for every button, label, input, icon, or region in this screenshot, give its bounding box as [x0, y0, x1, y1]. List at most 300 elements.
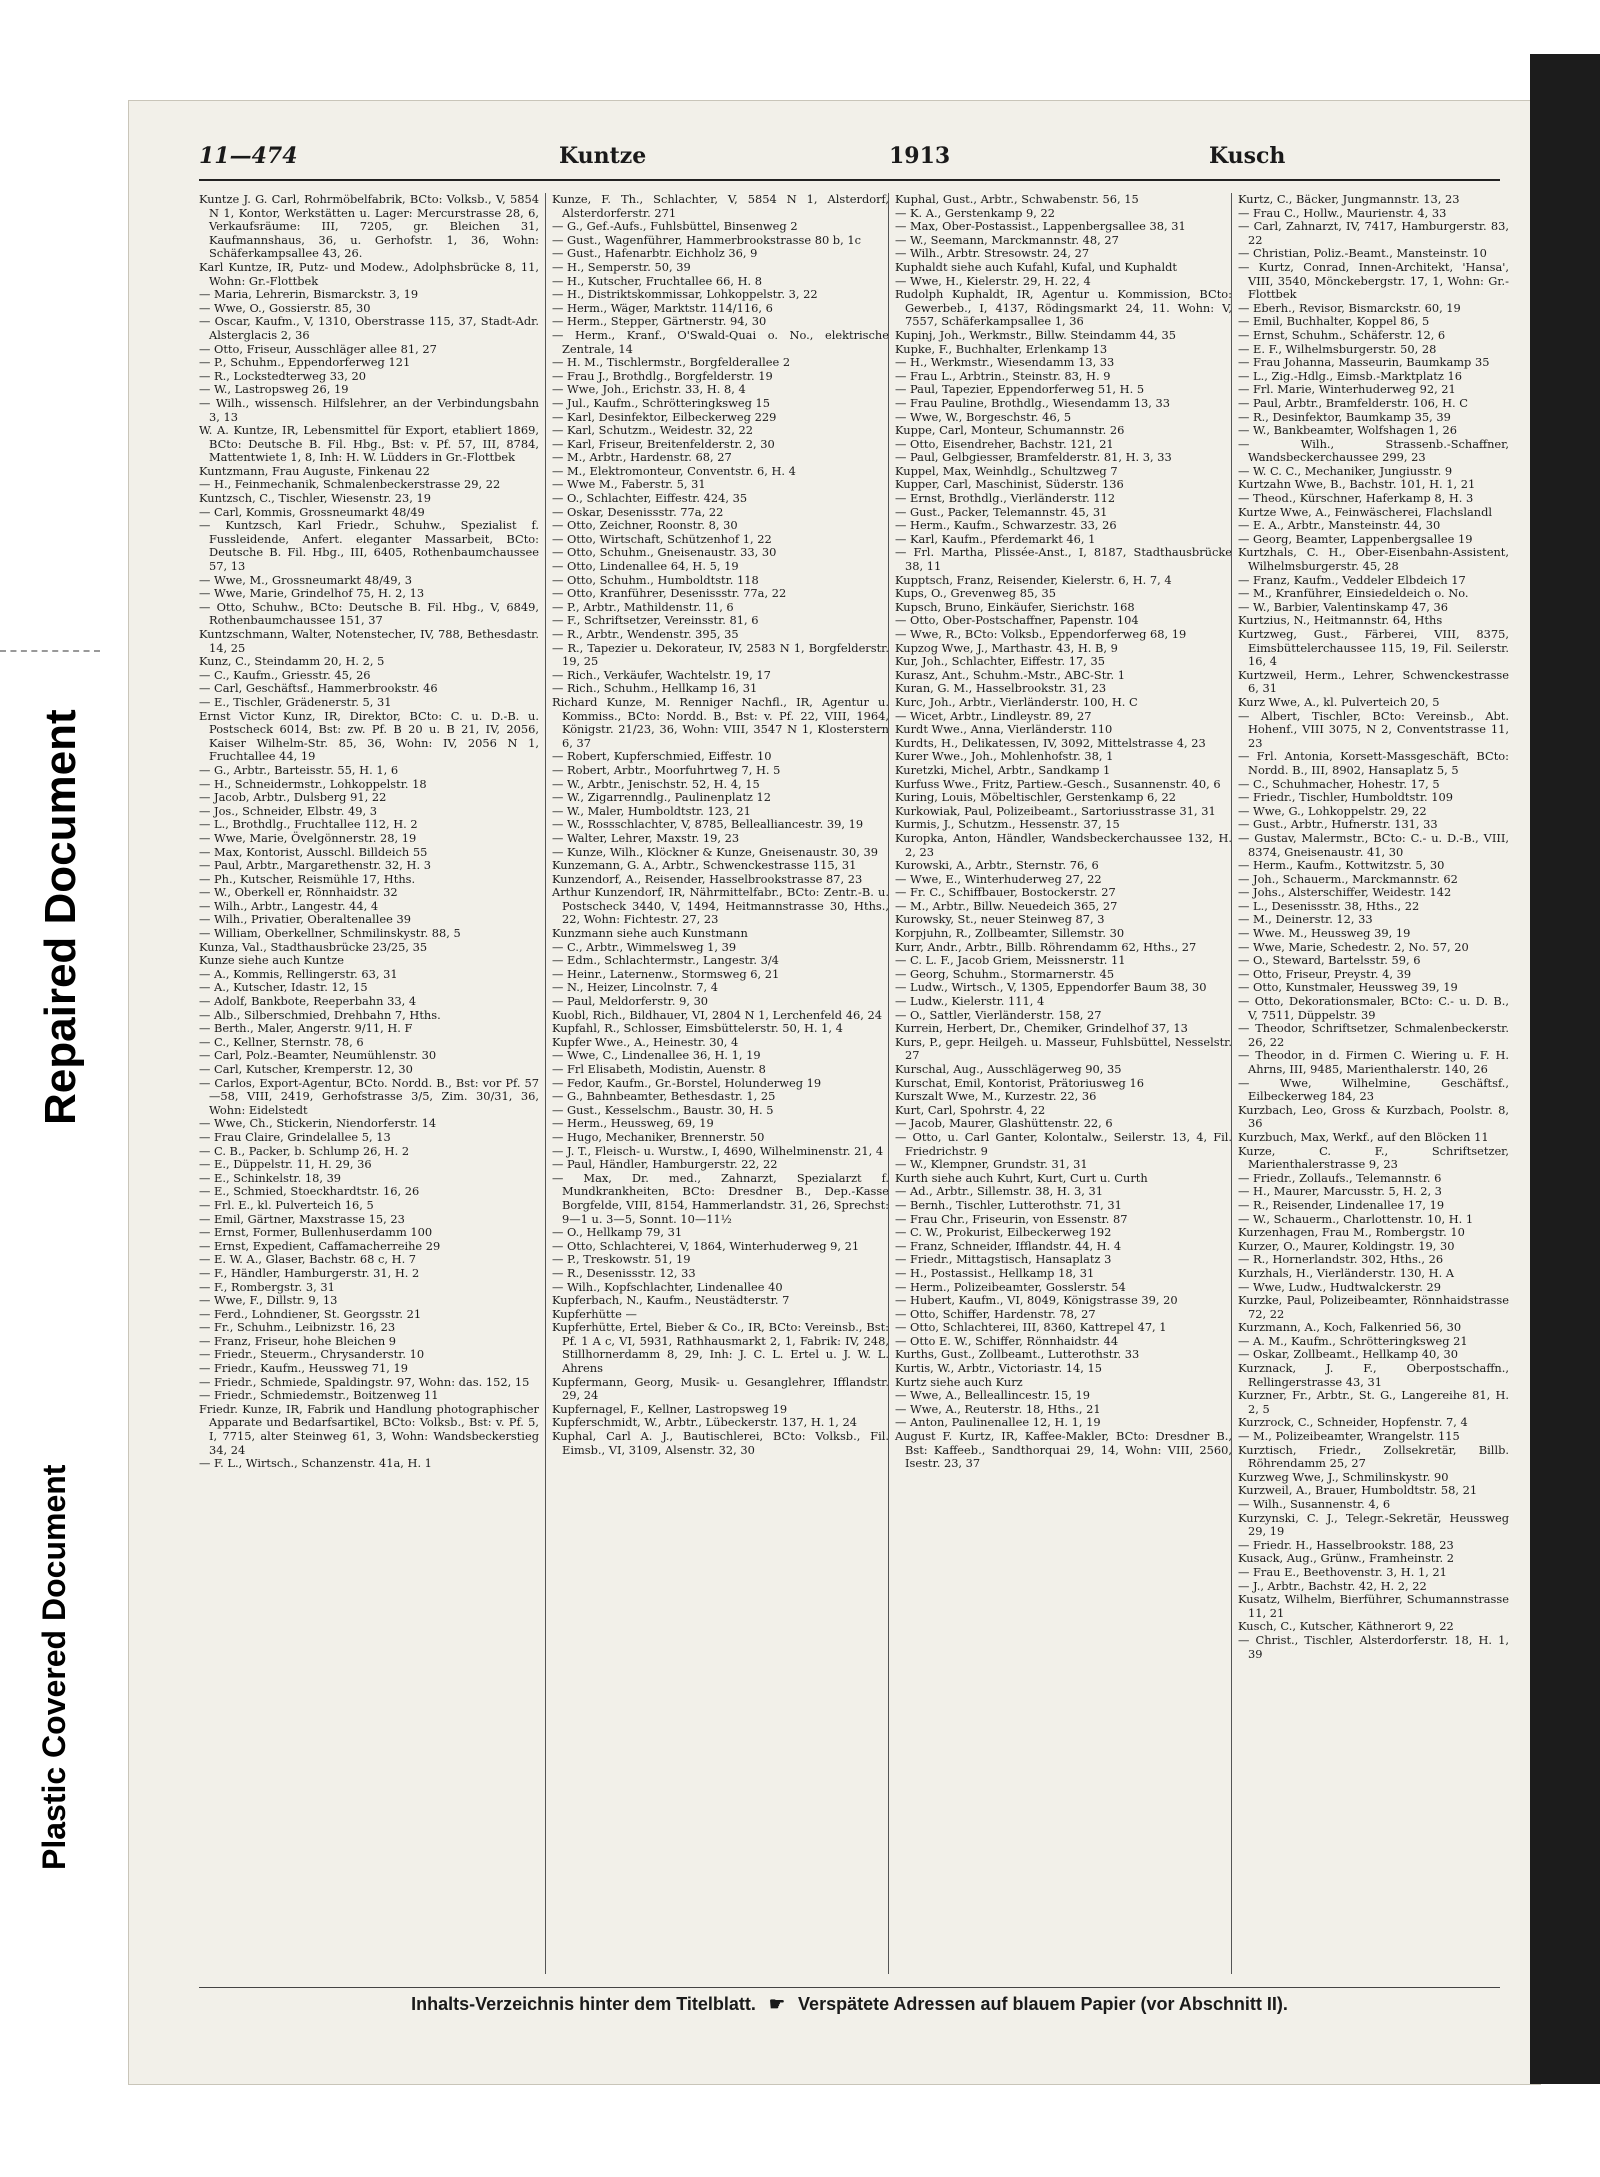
directory-entry: Kupinj, Joh., Werkmstr., Billw. Steindamm 44, 35: [895, 327, 1176, 342]
directory-entry: Kurtis, W., Arbtr., Victoriastr. 14, 15: [895, 1361, 1102, 1376]
directory-entry: — P., Schuhm., Eppendorferweg 121: [199, 355, 411, 370]
directory-entry: — Herm., Kaufm., Schwarzestr. 33, 26: [895, 518, 1117, 533]
directory-entry: — A., Kutscher, Idastr. 12, 15: [199, 980, 368, 995]
directory-entry: — Georg, Beamter, Lappenbergsallee 19: [1238, 531, 1473, 546]
directory-entry: — H., Distriktskommissar, Lohkoppelstr. 3, 22: [552, 287, 818, 302]
directory-entry: — Wilh., wissensch. Hilfslehrer, an der Verbindungsbahn 3, 13: [199, 395, 539, 424]
directory-entry: — C., Kellner, Sternstr. 78, 6: [199, 1034, 364, 1049]
directory-entry: — Friedr. H., Hasselbrookstr. 188, 23: [1238, 1537, 1454, 1552]
directory-entry: — Paul, Händler, Hamburgerstr. 22, 22: [552, 1157, 778, 1172]
directory-entry: — Jos., Schneider, Elbstr. 49, 3: [199, 803, 377, 818]
directory-entry: — Wilh., Arbtr. Stresowstr. 24, 27: [895, 246, 1090, 261]
header-last-name: Kusch: [1209, 143, 1286, 169]
directory-entry: — Wwe, A., Reuterstr. 18, Hths., 21: [895, 1401, 1101, 1416]
directory-entry: — G., Gef.-Aufs., Fuhlsbüttel, Binsenweg 2: [552, 219, 798, 234]
directory-entry: — Wwe, Wilhelmine, Geschäftsf., Eilbeckerweg 184, 23: [1238, 1075, 1509, 1104]
directory-entry: — Kunze, Wilh., Klöckner & Kunze, Gneisenaustr. 30, 39: [552, 844, 878, 859]
directory-entry: — Wwe, Marie, Grindelhof 75, H. 2, 13: [199, 586, 425, 601]
directory-entry: — Frau Johanna, Masseurin, Baumkamp 35: [1238, 355, 1490, 370]
directory-entry: — Frau Chr., Friseurin, von Essenstr. 87: [895, 1211, 1128, 1226]
directory-entry: Kurzweg Wwe, J., Schmilinskystr. 90: [1238, 1469, 1449, 1484]
directory-entry: — Theod., Kürschner, Haferkamp 8, H. 3: [1238, 491, 1474, 506]
directory-entry: Kurasz, Ant., Schuhm.-Mstr., ABC-Str. 1: [895, 667, 1125, 682]
directory-entry: Kunzmann siehe auch Kunstmann: [552, 926, 748, 941]
directory-entry: Kurc, Joh., Arbtr., Vierländerstr. 100, H. C: [895, 694, 1138, 709]
directory-entry: — Friedr., Steuerm., Chrysanderstr. 10: [199, 1347, 425, 1362]
directory-entry: — O., Steward, Bartelsstr. 59, 6: [1238, 953, 1421, 968]
directory-entry: — Christ., Tischler, Alsterdorferstr. 18, H. 1, 39: [1238, 1632, 1509, 1661]
directory-entry: Kurfuss Wwe., Fritz, Partiew.-Gesch., Susannenstr. 40, 6: [895, 776, 1221, 791]
directory-entry: — W., Schauerm., Charlottenstr. 10, H. 1: [1238, 1211, 1474, 1226]
directory-entry: — Anton, Paulinenallee 12, H. 1, 19: [895, 1415, 1101, 1430]
directory-entry: — Paul, Gelbgiesser, Bramfelderstr. 81, H. 3, 33: [895, 450, 1172, 465]
directory-entry: Kupke, F., Buchhalter, Erlenkamp 13: [895, 341, 1108, 356]
directory-entry: Kups, O., Grevenweg 85, 35: [895, 586, 1056, 601]
directory-entry: — Jul., Kaufm., Schrötteringksweg 15: [552, 395, 771, 410]
column-4: [1231, 193, 1509, 1974]
directory-entry: — Emil, Buchhalter, Koppel 86, 5: [1238, 314, 1430, 329]
directory-entry: — Jacob, Arbtr., Dulsberg 91, 22: [199, 790, 387, 805]
directory-entry: — W., Klempner, Grundstr. 31, 31: [895, 1157, 1088, 1172]
directory-entry: — R., Desenissstr. 12, 33: [552, 1265, 696, 1280]
directory-entry: — Ernst, Brothdlg., Vierländerstr. 112: [895, 491, 1116, 506]
directory-entry: Kupferhütte —: [552, 1306, 637, 1321]
directory-entry: — C., Schuhmacher, Hohestr. 17, 5: [1238, 776, 1440, 791]
directory-entry: — Edm., Schlachtermstr., Langestr. 3/4: [552, 953, 779, 968]
directory-entry: — Max, Ober-Postassist., Lappenbergsallee 38, 31: [895, 219, 1186, 234]
column-3: [888, 193, 1238, 1974]
directory-entry: — H., Postassist., Hellkamp 18, 31: [895, 1265, 1095, 1280]
directory-entry: — Carl, Kommis, Grossneumarkt 48/49: [199, 504, 425, 519]
directory-entry: — Otto, Zeichner, Roonstr. 8, 30: [552, 518, 738, 533]
directory-entry: Kurtzweil, Herm., Lehrer, Schwenckestrasse 6, 31: [1238, 667, 1509, 696]
directory-entry: — C. W., Prokurist, Eilbeckerweg 192: [895, 1225, 1112, 1240]
directory-entry: Kurowski, A., Arbtr., Sternstr. 76, 6: [895, 858, 1099, 873]
directory-entry: Kuppel, Max, Weinhdlg., Schultzweg 7: [895, 463, 1118, 478]
directory-entry: — Wwe M., Faberstr. 5, 31: [552, 477, 706, 492]
directory-entry: — Frl. Marie, Winterhuderweg 92, 21: [1238, 382, 1456, 397]
directory-entry: — Rich., Schuhm., Hellkamp 16, 31: [552, 681, 758, 696]
directory-entry: — E. F., Wilhelmsburgerstr. 50, 28: [1238, 341, 1437, 356]
directory-entry: — Paul, Tapezier, Eppendorferweg 51, H. 5: [895, 382, 1145, 397]
directory-entry: Kupferbach, N., Kaufm., Neustädterstr. 7: [552, 1293, 790, 1308]
directory-entry: Kurrein, Herbert, Dr., Chemiker, Grindelhof 37, 13: [895, 1021, 1188, 1036]
directory-entry: — Robert, Kupferschmied, Eiffestr. 10: [552, 749, 772, 764]
directory-entry: — W., Bankbeamter, Wolfshagen 1, 26: [1238, 423, 1457, 438]
directory-entry: Kurtzhals, C. H., Ober-Eisenbahn-Assistent, Wilhelmsburgerstr. 45, 28: [1238, 545, 1509, 574]
directory-entry: Kurth siehe auch Kuhrt, Kurt, Curt u. Curth: [895, 1170, 1148, 1185]
directory-entry: Kupfernagel, F., Kellner, Lastropsweg 19: [552, 1401, 788, 1416]
directory-entry: — E., Tischler, Grädenerstr. 5, 31: [199, 694, 392, 709]
directory-entry: — F., Rombergstr. 3, 31: [199, 1279, 335, 1294]
directory-entry: Kurzner, Fr., Arbtr., St. G., Langereihe 81, H. 2, 5: [1238, 1388, 1509, 1416]
directory-entry: — Frau C., Hollw., Maurienstr. 4, 33: [1238, 205, 1447, 220]
column-1: [199, 193, 545, 1974]
directory-entry: — Wwe, C., Lindenallee 36, H. 1, 19: [552, 1048, 761, 1063]
directory-entry: — Wwe, R., BCto: Volksb., Eppendorferweg 68, 19: [895, 627, 1187, 641]
directory-entry: — R., Tapezier u. Dekorateur, IV, 2583 N 1, Borgfelderstr. 19, 25: [552, 640, 889, 669]
directory-entry: Kunze, F. Th., Schlachter, V, 5854 N 1, Alsterdorf, Alsterdorferstr. 271: [552, 193, 889, 220]
directory-entry: — Friedr., Mittagstisch, Hansaplatz 3: [895, 1252, 1112, 1267]
directory-entry: Karl Kuntze, IR, Putz- und Modew., Adolphsbrücke 8, 11, Wohn: Gr.-Flottbek: [199, 259, 539, 288]
directory-entry: Kurtz siehe auch Kurz: [895, 1374, 1023, 1389]
directory-entry: Kurschal, Aug., Ausschlägerweg 90, 35: [895, 1062, 1122, 1076]
directory-entry: Kurths, Gust., Zollbeamt., Lutterothstr. 33: [895, 1347, 1140, 1362]
directory-entry: — Carlos, Export-Agentur, BCto. Nordd. B., Bst: vor Pf. 57—58, VIII, 2419, Gerhofstrasse 3/5, Zim. 30/31, 36, Wohn: Eidelstedt: [199, 1075, 539, 1117]
column-2: [545, 193, 895, 1974]
directory-entry: Kupfahl, R., Schlosser, Eimsbüttelerstr. 50, H. 1, 4: [552, 1021, 843, 1036]
directory-entry: Kurtze Wwe, A., Feinwäscherei, Flachslandl: [1238, 504, 1493, 519]
directory-entry: — E., Schmied, Stoeckhardtstr. 16, 26: [199, 1184, 420, 1199]
directory-entry: — Carl, Polz.-Beamter, Neumühlenstr. 30: [199, 1048, 437, 1063]
directory-entry: Kuntze J. G. Carl, Rohrmöbelfabrik, BCto: Volksb., V, 5854 N 1, Kontor, Werkstätten u. Lager: Mercurstrasse 28, 6, Verkaufsräume: III, 7205, gr. Bleichen 31, Kaufmannshaus, 36, u. Gerhofstr. 1, 36, Wohn: Schäferkampsallee 43, 26.: [199, 193, 539, 261]
directory-entry: — W., Zigarrenndlg., Paulinenplatz 12: [552, 790, 772, 805]
directory-entry: — Berth., Maler, Angerstr. 9/11, H. F: [199, 1021, 413, 1036]
directory-entry: Kurze, C. F., Schriftsetzer, Marienthalerstrasse 9, 23: [1238, 1143, 1509, 1172]
directory-entry: — Maria, Lehrerin, Bismarckstr. 3, 19: [199, 287, 419, 302]
directory-entry: Kuring, Louis, Möbeltischler, Gerstenkamp 6, 22: [895, 790, 1177, 805]
directory-entry: — Otto, Schuhm., Gneisenaustr. 33, 30: [552, 545, 777, 560]
directory-entry: — Hugo, Mechaniker, Brennerstr. 50: [552, 1129, 765, 1144]
directory-entry: — Carl, Zahnarzt, IV, 7417, Hamburgerstr. 83, 22: [1238, 219, 1509, 247]
directory-entry: — H., Kutscher, Fruchtallee 66, H. 8: [552, 273, 763, 288]
directory-entry: — W., Arbtr., Jenischstr. 52, H. 4, 15: [552, 776, 760, 791]
directory-entry: Kunza, Val., Stadthausbrücke 23/25, 35: [199, 939, 428, 954]
directory-entry: — Paul, Arbtr., Bramfelderstr. 106, H. C: [1238, 395, 1468, 410]
directory-entry: — Paul, Arbtr., Margarethenstr. 32, H. 3: [199, 858, 431, 873]
directory-entry: — Wwe, Marie, Schedestr. 2, No. 57, 20: [1238, 939, 1469, 954]
directory-entry: — Karl, Kaufm., Pferdemarkt 46, 1: [895, 531, 1096, 546]
directory-entry: Kurzke, Paul, Polizeibeamter, Rönnhaidstrasse 72, 22: [1238, 1293, 1509, 1321]
directory-entry: — Frau Claire, Grindelallee 5, 13: [199, 1129, 391, 1144]
directory-entry: — L., Zig.-Hdlg., Eimsb.-Marktplatz 16: [1238, 368, 1462, 383]
directory-entry: — Friedr., Kaufm., Heussweg 71, 19: [199, 1361, 408, 1376]
dashed-separator: [0, 650, 100, 652]
directory-entry: — C., Kaufm., Griesstr. 45, 26: [199, 667, 371, 682]
side-label-plastic-covered: Plastic Covered Document: [36, 1464, 72, 1870]
directory-entry: — Jacob, Maurer, Glashüttenstr. 22, 6: [895, 1116, 1113, 1131]
directory-entry: — Frl Elisabeth, Modistin, Auenstr. 8: [552, 1062, 766, 1076]
directory-entry: Kuropka, Anton, Händler, Wandsbeckerchaussee 132, H. 2, 23: [895, 830, 1232, 859]
directory-entry: — Wwe, Joh., Erichstr. 33, H. 8, 4: [552, 382, 746, 397]
directory-entry: Kunzendorf, A., Reisender, Hasselbrookstrasse 87, 23: [552, 871, 863, 886]
directory-entry: — N., Heizer, Lincolnstr. 7, 4: [552, 980, 718, 995]
directory-entry: Kurtz, C., Bäcker, Jungmannstr. 13, 23: [1238, 193, 1460, 206]
directory-entry: Kusatz, Wilhelm, Bierführer, Schumannstrasse 11, 21: [1238, 1592, 1509, 1620]
directory-entry: — Max, Dr. med., Zahnarzt, Spezialarzt f. Mundkrankheiten, BCto: Dresdner B., Dep.-Kasse Borgfelde, VIII, 8154, Hammerlandstr. 31, 26, Sprechst: 9—1 u. 3—5, Sonnt. 10—11½: [552, 1170, 889, 1226]
directory-entry: — Karl, Schutzm., Weidestr. 32, 22: [552, 423, 754, 438]
directory-entry: — Kurtz, Conrad, Innen-Architekt, 'Hansa', VIII, 3540, Mönckebergstr. 17, 1, Wohn: Gr.-Flottbek: [1238, 259, 1509, 302]
page-footer: [199, 1994, 1500, 2024]
directory-entry: — Otto E. W., Schiffer, Rönnhaidstr. 44: [895, 1333, 1119, 1348]
directory-entry: — W., Barbier, Valentinskamp 47, 36: [1238, 599, 1449, 614]
directory-entry: Kuntzschmann, Walter, Notenstecher, IV, 788, Bethesdastr. 14, 25: [199, 627, 539, 655]
footer-rule: [199, 1987, 1500, 1988]
directory-entry: — Fr. C., Schiffbauer, Bostockerstr. 27: [895, 885, 1116, 900]
directory-entry: Korpjuhn, R., Zollbeamter, Sillemstr. 30: [895, 926, 1125, 941]
directory-entry: — P., Treskowstr. 51, 19: [552, 1252, 691, 1267]
directory-entry: Kupzog Wwe, J., Marthastr. 43, H. B, 9: [895, 640, 1118, 655]
directory-entry: — Heinr., Laternenw., Stormsweg 6, 21: [552, 966, 780, 981]
directory-entry: Kurs, P., gepr. Heilgeh. u. Masseur, Fuhlsbüttel, Nesselstr. 27: [895, 1034, 1232, 1063]
directory-entry: — Fedor, Kaufm., Gr.-Borstel, Holunderweg 19: [552, 1075, 822, 1090]
directory-entry: — Wilh., Kopfschlachter, Lindenallee 40: [552, 1279, 783, 1294]
directory-entry: — Frl. Martha, Plissée-Anst., I, 8187, Stadthausbrücke 38, 11: [895, 545, 1232, 574]
directory-entry: — Wwe, Marie, Övelgönnerstr. 28, 19: [199, 830, 417, 845]
directory-entry: Kurzenhagen, Frau M., Rombergstr. 10: [1238, 1225, 1465, 1240]
directory-entry: — Wwe, Ludw., Hudtwalckerstr. 29: [1238, 1279, 1442, 1294]
directory-entry: Kupper, Carl, Maschinist, Süderstr. 136: [895, 477, 1124, 492]
directory-entry: — Wwe, F., Dillstr. 9, 13: [199, 1293, 338, 1308]
directory-entry: — K. A., Gerstenkamp 9, 22: [895, 205, 1056, 220]
directory-entry: — Frau J., Brothdlg., Borgfelderstr. 19: [552, 368, 773, 383]
directory-entry: — H., Schneidermstr., Lohkoppelstr. 18: [199, 776, 427, 791]
directory-entry: — G., Arbtr., Barteisstr. 55, H. 1, 6: [199, 762, 399, 777]
directory-entry: — Franz, Friseur, hohe Bleichen 9: [199, 1333, 397, 1348]
directory-entry: Kuphal, Carl A. J., Bautischlerei, BCto: Volksb., Fil. Eimsb., VI, 3109, Alsenstr. 32, 30: [552, 1429, 889, 1457]
directory-entry: Kurtzius, N., Heitmannstr. 64, Hths: [1238, 613, 1443, 628]
directory-entry: — Otto, Eisendreher, Bachstr. 121, 21: [895, 436, 1114, 451]
directory-entry: — Frau L., Arbtrin., Steinstr. 83, H. 9: [895, 368, 1111, 383]
directory-entry: — W., Maler, Humboldtstr. 123, 21: [552, 803, 751, 818]
directory-entry: — Hubert, Kaufm., VI, 8049, Königstrasse 39, 20: [895, 1293, 1178, 1308]
directory-entry: — Otto, Schuhw., BCto: Deutsche B. Fil. Hbg., V, 6849, Rothenbaumchaussee 151, 37: [199, 599, 539, 628]
directory-entry: — C. B., Packer, b. Schlump 26, H. 2: [199, 1143, 410, 1158]
directory-entry: — Rich., Verkäufer, Wachtelstr. 19, 17: [552, 667, 771, 682]
directory-entry: — Franz, Kaufm., Veddeler Elbdeich 17: [1238, 572, 1466, 587]
directory-entry: — Otto, u. Carl Ganter, Kolontalw., Seilerstr. 13, 4, Fil. Friedrichstr. 9: [895, 1129, 1232, 1158]
directory-entry: Kuobl, Rich., Bildhauer, VI, 2804 N 1, Lerchenfeld 46, 24: [552, 1007, 882, 1022]
directory-entry: — E., Schinkelstr. 18, 39: [199, 1170, 342, 1185]
directory-entry: — Wwe, M., Grossneumarkt 48/49, 3: [199, 572, 412, 587]
footer-index-note: Inhalts-Verzeichnis hinter dem Titelblatt.: [411, 1994, 756, 2014]
directory-entry: Kur, Joh., Schlachter, Eiffestr. 17, 35: [895, 654, 1105, 669]
directory-entry: Kurdt Wwe., Anna, Vierländerstr. 110: [895, 722, 1113, 737]
directory-entry: — H., Maurer, Marcusstr. 5, H. 2, 3: [1238, 1184, 1442, 1199]
directory-entry: — M., Polizeibeamter, Wrangelstr. 115: [1238, 1429, 1460, 1444]
directory-entry: — Albert, Tischler, BCto: Vereinsb., Abt. Hohenf., VIII 3075, N 2, Conventstrasse 11, 23: [1238, 708, 1509, 750]
directory-entry: — Otto, Schlachterei, V, 1864, Winterhuderweg 9, 21: [552, 1238, 860, 1253]
directory-entry: Kurdts, H., Delikatessen, IV, 3092, Mittelstrasse 4, 23: [895, 735, 1206, 750]
directory-entry: Kurschat, Emil, Kontorist, Prätoriusweg 16: [895, 1075, 1144, 1090]
directory-entry: — Ludw., Wirtsch., V, 1305, Eppendorfer Baum 38, 30: [895, 980, 1207, 995]
directory-entry: — Ludw., Kielerstr. 111, 4: [895, 994, 1045, 1009]
directory-entry: — Otto, Friseur, Ausschläger allee 81, 27: [199, 341, 437, 356]
directory-entry: — J., Arbtr., Bachstr. 42, H. 2, 22: [1238, 1578, 1427, 1593]
directory-entry: — Gustav, Malermstr., BCto: C.- u. D.-B., VIII, 8374, Gneisenaustr. 41, 30: [1238, 830, 1509, 859]
directory-entry: Rudolph Kuphaldt, IR, Agentur u. Kommission, BCto: Gewerbeb., I, 4137, Rödingsmarkt 24, 11. Wohn: V, 7557, Schäferkampsallee 1, 36: [895, 287, 1232, 329]
directory-entry: — O., Hellkamp 79, 31: [552, 1225, 683, 1240]
directory-entry: Kunzemann, G. A., Arbtr., Schwenckestrasse 115, 31: [552, 858, 857, 873]
directory-entry: — William, Oberkellner, Schmilinskystr. 88, 5: [199, 926, 461, 941]
directory-entry: — Wilh., Strassenb.-Schaffner, Wandsbeckerchaussee 299, 23: [1238, 436, 1509, 465]
directory-entry: — Friedr., Schmiedemstr., Boitzenweg 11: [199, 1388, 439, 1403]
directory-entry: Kupferschmidt, W., Arbtr., Lübeckerstr. 137, H. 1, 24: [552, 1415, 857, 1430]
directory-entry: — Frau Pauline, Brothdlg., Wiesendamm 13, 33: [895, 395, 1171, 410]
directory-entry: Kuran, G. M., Hasselbrookstr. 31, 23: [895, 681, 1107, 696]
directory-entry: — Wwe, W., Borgeschstr. 46, 5: [895, 409, 1072, 424]
directory-entry: — P., Arbtr., Mathildenstr. 11, 6: [552, 599, 734, 614]
header-rule: [199, 179, 1500, 181]
directory-entry: — G., Bahnbeamter, Bethesdastr. 1, 25: [552, 1089, 776, 1104]
directory-entry: — A., Kommis, Rellingerstr. 63, 31: [199, 966, 398, 981]
directory-entry: — Ernst, Schuhm., Schäferstr. 12, 6: [1238, 327, 1446, 342]
directory-entry: Kuppe, Carl, Monteur, Schumannstr. 26: [895, 423, 1125, 438]
directory-entry: Kurzhals, H., Vierländerstr. 130, H. A: [1238, 1265, 1455, 1280]
directory-entry: — W., Rossschlachter, V, 8785, Bellealliancestr. 39, 19: [552, 817, 864, 832]
directory-entry: — Ferd., Lohndiener, St. Georgsstr. 21: [199, 1306, 422, 1321]
page-header: [199, 143, 1500, 177]
directory-entry: — Robert, Arbtr., Moorfuhrtweg 7, H. 5: [552, 762, 781, 777]
directory-entry: Kurzweil, A., Brauer, Humboldtstr. 58, 21: [1238, 1483, 1478, 1498]
directory-entry: — Wwe, O., Gossierstr. 85, 30: [199, 300, 371, 315]
directory-entry: — Herm., Heussweg, 69, 19: [552, 1116, 714, 1131]
directory-entry: Kurzer, O., Maurer, Koldingstr. 19, 30: [1238, 1238, 1455, 1253]
directory-entry: — F., Händler, Hamburgerstr. 31, H. 2: [199, 1265, 420, 1280]
directory-entry: — Herm., Wäger, Marktstr. 114/116, 6: [552, 300, 773, 315]
directory-entry: — W. C. C., Mechaniker, Jungiusstr. 9: [1238, 463, 1453, 478]
directory-entry: — Wwe, G., Lohkoppelstr. 29, 22: [1238, 803, 1427, 818]
directory-entry: — Wicet, Arbtr., Lindleystr. 89, 27: [895, 708, 1092, 723]
directory-entry: — W., Lastropsweg 26, 19: [199, 382, 349, 397]
directory-entry: Kusch, C., Kutscher, Käthnerort 9, 22: [1238, 1619, 1454, 1634]
directory-entry: — F. L., Wirtsch., Schanzenstr. 41a, H. 1: [199, 1456, 432, 1471]
directory-entry: — Fr., Schuhm., Leibnizstr. 16, 23: [199, 1320, 396, 1335]
directory-entry: — Georg, Schuhm., Stormarnerstr. 45: [895, 966, 1115, 981]
directory-entry: Kupfer Wwe., A., Heinestr. 30, 4: [552, 1034, 739, 1049]
header-year: 1913: [889, 143, 951, 169]
directory-entry: Kupptsch, Franz, Reisender, Kielerstr. 6, H. 7, 4: [895, 572, 1172, 587]
directory-entry: — Ernst, Expedient, Caffamacherreihe 29: [199, 1238, 441, 1253]
directory-entry: — Otto, Kranführer, Desenissstr. 77a, 22: [552, 586, 787, 601]
directory-entry: — O., Schlachter, Eiffestr. 424, 35: [552, 491, 748, 506]
directory-entry: — Wilh., Arbtr., Langestr. 44, 4: [199, 898, 379, 913]
directory-entry: — F., Schriftsetzer, Vereinsstr. 81, 6: [552, 613, 759, 628]
directory-entry: — Otto, Ober-Postschaffner, Papenstr. 104: [895, 613, 1139, 628]
directory-entry: Kurmis, J., Schutzm., Hessenstr. 37, 15: [895, 817, 1120, 832]
page-number: 11—474: [199, 143, 298, 169]
directory-entry: Kurkowiak, Paul, Polizeibeamt., Sartoriusstrasse 31, 31: [895, 803, 1216, 818]
directory-entry: — M., Kranführer, Einsiedeldeich o. No.: [1238, 586, 1469, 601]
directory-entry: Kurzynski, C. J., Telegr.-Sekretär, Heussweg 29, 19: [1238, 1510, 1509, 1539]
directory-entry: — Gust., Wagenführer, Hammerbrookstrasse 80 b, 1c: [552, 232, 861, 247]
directory-entry: — E. W. A., Glaser, Bachstr. 68 c, H. 7: [199, 1252, 417, 1267]
directory-entry: — R., Desinfektor, Baumkamp 35, 39: [1238, 409, 1451, 424]
directory-entry: — Wilh., Susannenstr. 4, 6: [1238, 1497, 1391, 1511]
directory-entry: Kupsch, Bruno, Einkäufer, Sierichstr. 168: [895, 599, 1135, 614]
directory-entry: — O., Sattler, Vierländerstr. 158, 27: [895, 1007, 1102, 1022]
pointing-hand-icon: ☛: [768, 1994, 786, 2014]
directory-entry: — H., Feinmechanik, Schmalenbeckerstrasse 29, 22: [199, 477, 501, 492]
directory-entry: — Carl, Geschäftsf., Hammerbrookstr. 46: [199, 681, 438, 696]
directory-entry: — M., Arbtr., Billw. Neuedeich 365, 27: [895, 898, 1118, 913]
directory-entry: — E. A., Arbtr., Mansteinstr. 44, 30: [1238, 518, 1441, 533]
directory-entry: — Wwe, H., Kielerstr. 29, H. 22, 4: [895, 273, 1091, 288]
directory-entry: — L., Desenissstr. 38, Hths., 22: [1238, 898, 1420, 913]
directory-entry: Kurzbuch, Max, Werkf., auf den Blöcken 11: [1238, 1129, 1489, 1144]
directory-entry: Kurowsky, St., neuer Steinweg 87, 3: [895, 912, 1105, 927]
directory-entry: — Bernh., Tischler, Lutterothstr. 71, 31: [895, 1197, 1122, 1212]
document-page: [128, 100, 1541, 2085]
directory-entry: — Frau E., Beethovenstr. 3, H. 1, 21: [1238, 1564, 1447, 1579]
directory-entry: — Wwe, E., Winterhuderweg 27, 22: [895, 871, 1102, 886]
directory-entry: — H., Werkmstr., Wiesendamm 13, 33: [895, 355, 1115, 370]
directory-entry: Kurtzahn Wwe, B., Bachstr. 101, H. 1, 21: [1238, 477, 1476, 492]
directory-entry: Kunze siehe auch Kuntze: [199, 953, 344, 968]
directory-entry: Kunz, C., Steindamm 20, H. 2, 5: [199, 654, 385, 669]
directory-entry: Kurszalt Wwe, M., Kurzestr. 22, 36: [895, 1089, 1097, 1104]
directory-entry: — Johs., Alsterschiffer, Weidestr. 142: [1238, 885, 1452, 900]
directory-entry: Kurer Wwe., Joh., Mohlenhofstr. 38, 1: [895, 749, 1114, 764]
directory-entry: — J. T., Fleisch- u. Wurstw., I, 4690, Wilhelminenstr. 21, 4: [552, 1143, 884, 1158]
directory-entry: — Otto, Friseur, Preystr. 4, 39: [1238, 966, 1412, 981]
directory-entry: — M., Arbtr., Hardenstr. 68, 27: [552, 450, 732, 465]
directory-entry: — Gust., Packer, Telemannstr. 45, 31: [895, 504, 1108, 519]
directory-entry: — Friedr., Zollaufs., Telemannstr. 6: [1238, 1170, 1442, 1185]
directory-entry: — R., Lockstedterweg 33, 20: [199, 368, 367, 383]
directory-entry: — Emil, Gärtner, Maxstrasse 15, 23: [199, 1211, 405, 1226]
directory-entry: — Christian, Poliz.-Beamt., Mansteinstr. 10: [1238, 246, 1487, 261]
directory-entry: Kuntzsch, C., Tischler, Wiesenstr. 23, 19: [199, 491, 432, 506]
directory-entry: — Herm., Polizeibeamter, Gosslerstr. 54: [895, 1279, 1126, 1294]
directory-entry: — M., Deinerstr. 12, 33: [1238, 912, 1373, 927]
directory-entry: — Otto, Schlachterei, III, 8360, Kattrepel 47, 1: [895, 1320, 1167, 1335]
directory-entry: — Otto, Schiffer, Hardenstr. 78, 27: [895, 1306, 1096, 1321]
directory-entry: Ernst Victor Kunz, IR, Direktor, BCto: C. u. D.-B. u. Postscheck 6014, Bst: zw. Pf. B 20 u. B 21, IV, 2056, Kaiser Wilhelm-Str. 85, 36, Wohn: IV, 2056 N 1, Fruchtallee 44, 19: [199, 708, 539, 764]
directory-entry: — Walter, Lehrer, Maxstr. 19, 23: [552, 830, 740, 845]
directory-entry: — Eberh., Revisor, Bismarckstr. 60, 19: [1238, 300, 1461, 315]
directory-entry: Kurztisch, Friedr., Zollsekretär, Billb. Röhrendamm 25, 27: [1238, 1442, 1509, 1471]
directory-entry: Kusack, Aug., Grünw., Framheinstr. 2: [1238, 1551, 1455, 1566]
directory-entry: — Otto, Dekorationsmaler, BCto: C.- u. D. B., V, 7511, Düppelstr. 39: [1238, 994, 1509, 1022]
directory-entry: — Alb., Silberschmied, Drehbahn 7, Hths.: [199, 1007, 441, 1022]
directory-entry: Kuphal, Gust., Arbtr., Schwabenstr. 56, 15: [895, 193, 1139, 206]
directory-entry: August F. Kurtz, IR, Kaffee-Makler, BCto: Dresdner B., Bst: Kaffeeb., Sandthorquai 29, 14, Wohn: VIII, 2560, Isestr. 23, 37: [895, 1429, 1232, 1471]
directory-entry: — Karl, Friseur, Breitenfelderstr. 2, 30: [552, 436, 775, 451]
directory-entry: Kurzmann, A., Koch, Falkenried 56, 30: [1238, 1320, 1462, 1335]
directory-entry: — Otto, Kunstmaler, Heussweg 39, 19: [1238, 980, 1458, 995]
directory-entry: — Max, Kontorist, Ausschl. Billdeich 55: [199, 844, 428, 859]
directory-entry: — R., Hornerlandstr. 302, Hths., 26: [1238, 1252, 1444, 1267]
directory-entry: — H., Semperstr. 50, 39: [552, 259, 691, 274]
directory-entry: — Wwe. M., Heussweg 39, 19: [1238, 926, 1411, 941]
directory-entry: Kurz Wwe, A., kl. Pulverteich 20, 5: [1238, 694, 1440, 709]
directory-entry: — Friedr., Tischler, Humboldtstr. 109: [1238, 790, 1454, 805]
directory-entry: W. A. Kuntze, IR, Lebensmittel für Export, etabliert 1869, BCto: Deutsche B. Fil. Hbg., Bst: v. Pf. 57, III, 8784, Mattentwiete 1, 8, Inh: H. W. Lüdders in Gr.-Flottbek: [199, 423, 539, 465]
directory-entry: Kurzrock, C., Schneider, Hopfenstr. 7, 4: [1238, 1415, 1468, 1430]
directory-entry: — W., Seemann, Marckmannstr. 48, 27: [895, 232, 1119, 247]
directory-entry: — C. L. F., Jacob Griem, Meissnerstr. 11: [895, 953, 1126, 968]
directory-entry: — Otto, Lindenallee 64, H. 5, 19: [552, 559, 739, 574]
directory-entry: Kurzbach, Leo, Gross & Kurzbach, Poolstr. 8, 36: [1238, 1102, 1509, 1131]
directory-entry: — Frl. E., kl. Pulverteich 16, 5: [199, 1197, 374, 1212]
directory-entry: — Wwe, A., Belleallincestr. 15, 19: [895, 1388, 1090, 1403]
directory-entry: — Paul, Meldorferstr. 9, 30: [552, 994, 709, 1009]
directory-entry: — Wilh., Privatier, Oberaltenallee 39: [199, 912, 411, 927]
directory-entry: — R., Arbtr., Wendenstr. 395, 35: [552, 627, 739, 641]
directory-entry: — C., Arbtr., Wimmelsweg 1, 39: [552, 939, 737, 954]
directory-entry: — M., Elektromonteur, Conventstr. 6, H. 4: [552, 463, 796, 478]
directory-entry: Kurt, Carl, Spohrstr. 4, 22: [895, 1102, 1046, 1117]
binding-edge: [1530, 54, 1600, 2084]
directory-entry: Kuntzmann, Frau Auguste, Finkenau 22: [199, 463, 430, 478]
directory-entry: — Friedr., Schmiede, Spaldingstr. 97, Wohn: das. 152, 15: [199, 1374, 530, 1389]
directory-entry: — Gust., Kesselschm., Baustr. 30, H. 5: [552, 1102, 774, 1117]
directory-entry: Richard Kunze, M. Renniger Nachfl., IR, Agentur u. Kommiss., BCto: Nordd. B., Bst: v. Pf. 22, VIII, 1964, Königstr. 21/23, 36, Wohn: VIII, 3547 N 1, Klosterstern 6, 37: [552, 694, 889, 750]
directory-entry: — Ph., Kutscher, Reismühle 17, Hths.: [199, 871, 416, 886]
directory-entry: Kuretzki, Michel, Arbtr., Sandkamp 1: [895, 762, 1111, 777]
directory-entry: — Ad., Arbtr., Sillemstr. 38, H. 3, 31: [895, 1184, 1104, 1199]
